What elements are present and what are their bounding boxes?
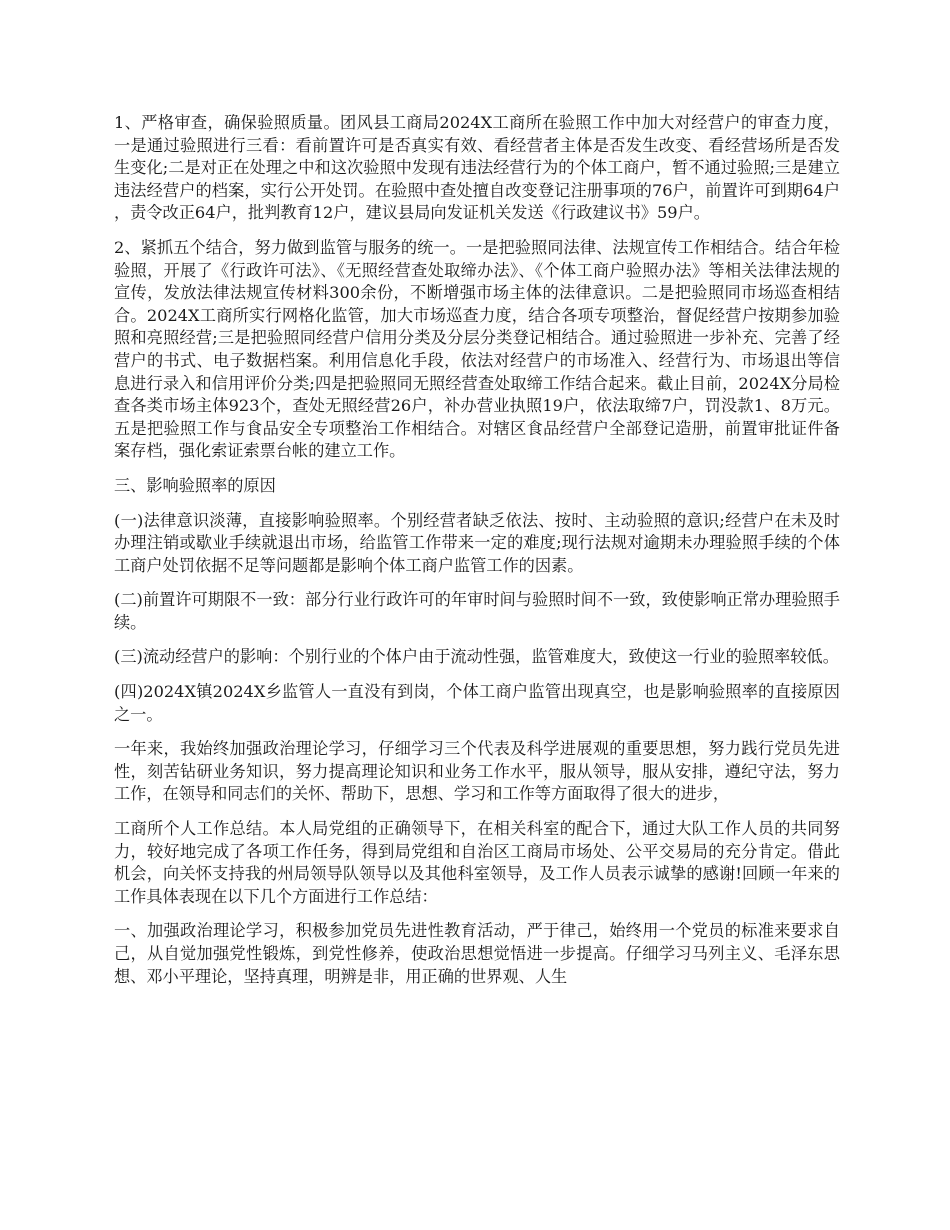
paragraph-political-study: 一、加强政治理论学习，积极参加党员先进性教育活动，严于律己，始终用一个党员的标准来要求自己，从自觉加强党性锻炼，到党性修养，使政治思想觉悟进一步提高。仔细学习马列主义、毛泽东思想、邓小平理论，坚持真理，明辨是非，用正确的世界观、人生 xyxy=(114,921,840,986)
paragraph-reason-legal-awareness: (一)法律意识淡薄，直接影响验照率。个别经营者缺乏依法、按时、主动验照的意识;经营户在未及时办理注销或歇业手续就退出市场，给监管工作带来一定的难度;现行法规对逾期未办理验照手续的个体工商户处罚依据不足等问题都是影响个体工商户监管工作的因素。 xyxy=(114,510,840,575)
paragraph-year-review: 一年来，我始终加强政治理论学习，仔细学习三个代表及科学进展观的重要思想，努力践行党员先进性，刻苦钻研业务知识，努力提高理论知识和业务工作水平，服从领导，服从安排，遵纪守法，努力工作，在领导和同志们的关怀、帮助下，思想、学习和工作等方面取得了很大的进步， xyxy=(114,739,840,804)
paragraph-reason-permit-period: (二)前置许可期限不一致：部分行业行政许可的年审时间与验照时间不一致，致使影响正常办理验照手续。 xyxy=(114,590,840,632)
paragraph-review-strictly: 1、严格审查，确保验照质量。团风县工商局2024X工商所在验照工作中加大对经营户的审查力度，一是通过验照进行三看：看前置许可是否真实有效、看经营者主体是否发生改变、看经营场所是否发生变化;二是对正在处理之中和这次验照中发现有违法经营行为的个体工商户，暂不通过验照;三是建立违法经营户的档案，实行公开处罚。在验照中查处擅自改变登记注册事项的76户，前置许可到期64户，责令改正64户，批判教育12户，建议县局向发证机关发送《行政建议书》59户。 xyxy=(114,113,840,223)
section-heading-reasons: 三、影响验照率的原因 xyxy=(114,475,276,495)
document-body xyxy=(114,112,840,1000)
paragraph-reason-mobile-vendors: (三)流动经营户的影响：个别行业的个体户由于流动性强，监管难度大，致使这一行业的验照率较低。 xyxy=(114,647,839,667)
paragraph-reason-staffing: (四)2024X镇2024X乡监管人一直没有到岗，个体工商户监管出现真空，也是影响验照率的直接原因之一。 xyxy=(114,682,840,724)
paragraph-five-combinations: 2、紧抓五个结合，努力做到监管与服务的统一。一是把验照同法律、法规宣传工作相结合。结合年检验照，开展了《行政许可法》、《无照经营查处取缔办法》、《个体工商户验照办法》等相关法律法规的宣传，发放法律法规宣传材料300余份，不断增强市场主体的法律意识。二是把验照同市场巡查相结合。2024X工商所实行网格化监管，加大市场巡查力度，结合各项专项整治，督促经营户按期参加验照和亮照经营;三是把验照同经营户信用分类及分层分类登记相结合。通过验照进一步补充、完善了经营户的书式、电子数据档案。利用信息化手段，依法对经营户的市场准入、经营行为、市场退出等信息进行录入和信用评价分类;四是把验照同无照经营查处取缔工作结合起来。截止目前，2024X分局检查各类市场主体923个，查处无照经营26户，补办营业执照19户，依法取缔7户，罚没款1、8万元。五是把验照工作与食品安全专项整治工作相结合。对辖区食品经营户全部登记造册，前置审批证件备案存档，强化索证索票台帐的建立工作。 xyxy=(114,237,840,461)
paragraph-work-summary-intro: 工商所个人工作总结。本人局党组的正确领导下，在相关科室的配合下，通过大队工作人员的共同努力，较好地完成了各项工作任务，得到局党组和自治区工商局市场处、公平交易局的充分肯定。借此机会，向关怀支持我的州局领导队领导以及其他科室领导，及工作人员表示诚挚的感谢!回顾一年来的工作具体表现在以下几个方面进行工作总结： xyxy=(114,819,840,906)
